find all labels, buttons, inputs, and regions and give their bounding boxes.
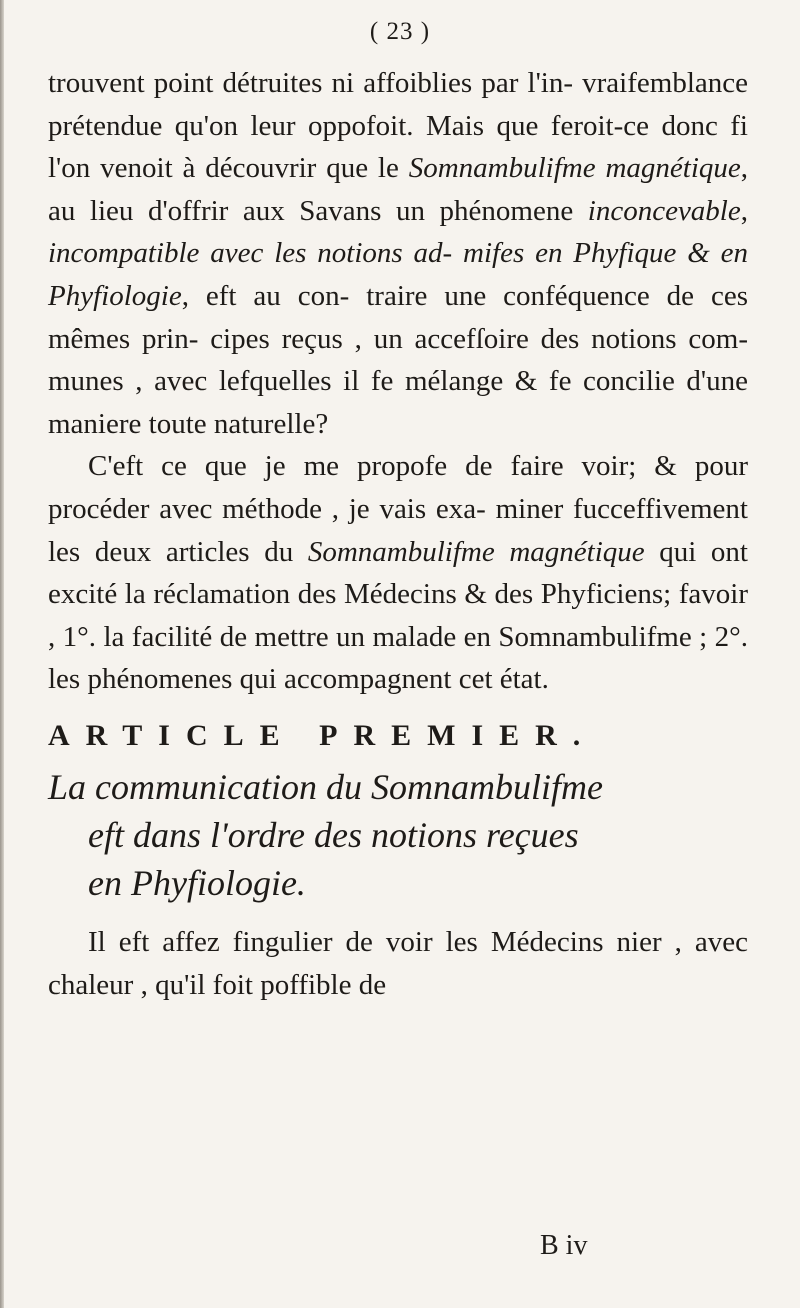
text-segment: qui ont excité la réclamation des Médecins & des Phyficiens; favoir , 1°. la facilité de mettre un malade en Somnambulifme ; 2°. les phénomenes qui accompagnent cet état.: [48, 535, 748, 696]
text-segment: , au lieu d'offrir aux Savans un phénomene: [48, 152, 748, 227]
paragraph-2: [48, 445, 748, 701]
article-subtitle: [48, 763, 748, 907]
page-number: ( 23 ): [369, 18, 431, 45]
subtitle-line-3: en Phyfiologie.: [88, 862, 306, 903]
text-segment: , eft au con- traire une conféquence de ces mêmes prin- cipes reçus , un accefſoire des notions com- munes , avec lefquelles il fe mélange & fe concilie d'une maniere toute naturelle?: [48, 279, 748, 440]
paragraph-1: [48, 62, 748, 445]
page-edge: [0, 0, 4, 1308]
page-body: [48, 62, 748, 1006]
subtitle-line-2: eft dans l'ordre des notions reçues: [88, 814, 579, 855]
signature-mark: B iv: [540, 1230, 588, 1261]
text-segment: Somnambulifme magnétique: [408, 152, 741, 185]
text-segment: C'eft ce que je me propofe de faire voir; & pour procéder avec méthode , je vais exa- miner fucceffivement les deux articles du: [48, 450, 748, 568]
subtitle-line-1: La communication du Somnambulifme: [48, 766, 603, 807]
text-segment: inconcevable: [587, 194, 741, 227]
text-segment: trouvent point détruites ni affoiblies par l'in- vraifemblance prétendue qu'on leur oppofoit. Mais que feroit-ce donc fi l'on venoit à découvrir que le: [48, 67, 748, 185]
paragraph-3: Il eft affez fingulier de voir les Médecins nier , avec chaleur , qu'il foit poffible de: [48, 925, 748, 1001]
text-segment: ,: [740, 194, 748, 227]
text-segment: Somnambulifme magnétique: [307, 535, 645, 568]
article-heading: ARTICLE PREMIER.: [48, 718, 597, 752]
text-segment: incompatible avec les notions ad- mifes en Phyfique & en Phyfiologie: [48, 237, 748, 312]
